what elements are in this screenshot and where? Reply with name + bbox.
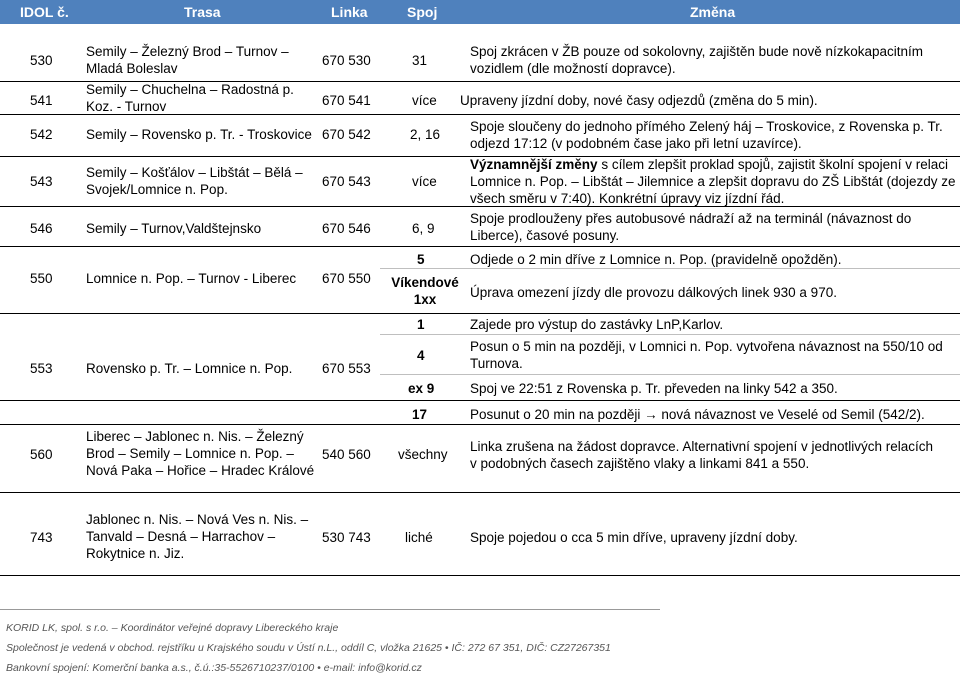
row-550-trip-weekend: Víkendové 1xx [391,275,459,307]
sub-row-divider [380,268,960,269]
row-546-line: 670 546 [322,221,371,236]
row-541-id: 541 [30,93,53,108]
row-743-route: Jablonec n. Nis. – Nová Ves n. Nis. – Tanvald – Desná – Harrachov – Rokytnice n. Jiz. [86,512,309,561]
row-542-change: Spoje sloučeny do jednoho přímého Zelený háj – Troskovice, z Rovenska p. Tr. odjezd 17:12 (v podobném čase jako při letní uzavírce). [470,119,943,151]
row-550-change-weekend: Úprava omezení jízdy dle provozu dálkových linek 930 a 970. [470,285,837,300]
row-550-line: 670 550 [322,271,371,286]
row-530-line: 670 530 [322,53,371,68]
row-divider [0,424,960,425]
row-542-trip: 2, 16 [410,127,441,142]
row-543-change-emphasis: Významnější změny [470,157,598,172]
row-553-id: 553 [30,361,53,376]
row-543-line: 670 543 [322,174,371,189]
row-743-change: Spoje pojedou o cca 5 min dříve, upraveny jízdní doby. [470,530,798,545]
row-560-route: Liberec – Jablonec n. Nis. – Železný Brod – Semily – Lomnice n. Pop. – Nová Paka – Hořice – Hradec Králové [86,429,315,478]
row-543-id: 543 [30,174,53,189]
row-546-trip: 6, 9 [412,221,435,236]
row-560-change: Linka zrušena na žádost dopravce. Alternativní spojení v jednotlivých relacích v podobných časech zajištěno vlaky a linkami 841 a 550. [470,439,934,471]
row-743-id: 743 [30,530,53,545]
row-543-change: Významnější změny s cílem zlepšit proklad spojů, zajistit školní spojení v relaci Lomnice n. Pop. – Libštát – Jilemnice a zlepšit dopravu do ZŠ Libštát (dojezdy ze všech směru v 7:40). Konkrétní úpravy viz jízdní řád. [470,157,956,206]
row-530-id: 530 [30,53,53,68]
row-553-trip-17: 17 [412,407,428,422]
row-550-trip-5: 5 [417,252,425,267]
row-divider [0,206,960,207]
row-542-line: 670 542 [322,127,371,142]
row-553-change-ex9: Spoj ve 22:51 z Rovenska p. Tr. převeden na linky 542 a 350. [470,381,838,396]
footer-divider [0,609,660,610]
header-line: Linka [331,4,368,20]
row-560-line: 540 560 [322,447,371,462]
row-553-trip-ex9: ex 9 [408,381,435,396]
row-743-line: 530 743 [322,530,371,545]
table-header [0,0,960,24]
sub-row-divider [380,334,960,335]
row-541-change: Upraveny jízdní doby, nové časy odjezdů (změna do 5 min). [460,93,818,108]
header-trip: Spoj [407,4,438,20]
header-change: Změna [690,4,736,20]
row-550-change-5: Odjede o 2 min dříve z Lomnice n. Pop. (pravidelně opožděn). [470,252,842,267]
row-546-route: Semily – Turnov,Valdštejnsko [86,221,262,236]
footer-company: KORID LK, spol. s r.o. – Koordinátor veřejné dopravy Libereckého kraje [6,622,339,634]
row-543-route: Semily – Košťálov – Libštát – Bělá – Svojek/Lomnice n. Pop. [86,165,303,197]
row-divider [0,575,960,576]
row-546-id: 546 [30,221,53,236]
row-546-change: Spoje prodlouženy přes autobusové nádraží až na terminál (návaznost do Liberce), časové posuny. [470,211,912,243]
row-560-id: 560 [30,447,53,462]
row-541-route: Semily – Chuchelna – Radostná p. Koz. - Turnov [86,82,294,114]
row-542-route: Semily – Rovensko p. Tr. - Troskovice [86,127,312,142]
row-divider [0,114,960,115]
row-541-line: 670 541 [322,93,371,108]
header-id: IDOL č. [20,4,69,20]
row-divider [0,492,960,493]
row-553-change-1: Zajede pro výstup do zastávky LnP,Karlov. [470,317,724,332]
row-542-id: 542 [30,127,53,142]
row-743-trip: liché [405,530,433,545]
sub-row-divider [380,374,960,375]
row-530-route: Semily – Železný Brod – Turnov – Mladá Boleslav [86,44,289,76]
row-553-line: 670 553 [322,361,371,376]
row-530-trip: 31 [412,53,428,68]
row-530-change: Spoj zkrácen v ŽB pouze od sokolovny, zajištěn bude nově nízkokapacitním vozidlem (dle možností dopravce). [470,44,924,76]
row-divider [0,400,960,401]
header-route: Trasa [184,4,221,20]
row-divider [0,246,960,247]
footer-registration: Společnost je vedená v obchod. rejstříku u Krajského soudu v Ústí n.L., oddíl C, vložka 21625 • IČ: 272 67 351, DIČ: CZ27267351 [6,642,611,654]
row-550-id: 550 [30,271,53,286]
row-553-change-4: Posun o 5 min na později, v Lomnici n. Pop. vytvořena návaznost na 550/10 od Turnova. [470,339,943,371]
row-560-trip: všechny [398,447,448,462]
row-553-trip-4: 4 [417,348,425,363]
footer-bank: Bankovní spojení: Komerční banka a.s., č.ú.:35-5526710237/0100 • e-mail: info@korid.cz [6,662,422,674]
row-553-change-17: Posunut o 20 min na později → nová návaznost ve Veselé od Semil (542/2). [470,407,925,422]
row-541-trip: více [412,93,437,108]
row-553-trip-1: 1 [417,317,425,332]
row-divider [0,313,960,314]
row-550-route: Lomnice n. Pop. – Turnov - Liberec [86,271,297,286]
row-543-trip: více [412,174,437,189]
row-553-route: Rovensko p. Tr. – Lomnice n. Pop. [86,361,293,376]
